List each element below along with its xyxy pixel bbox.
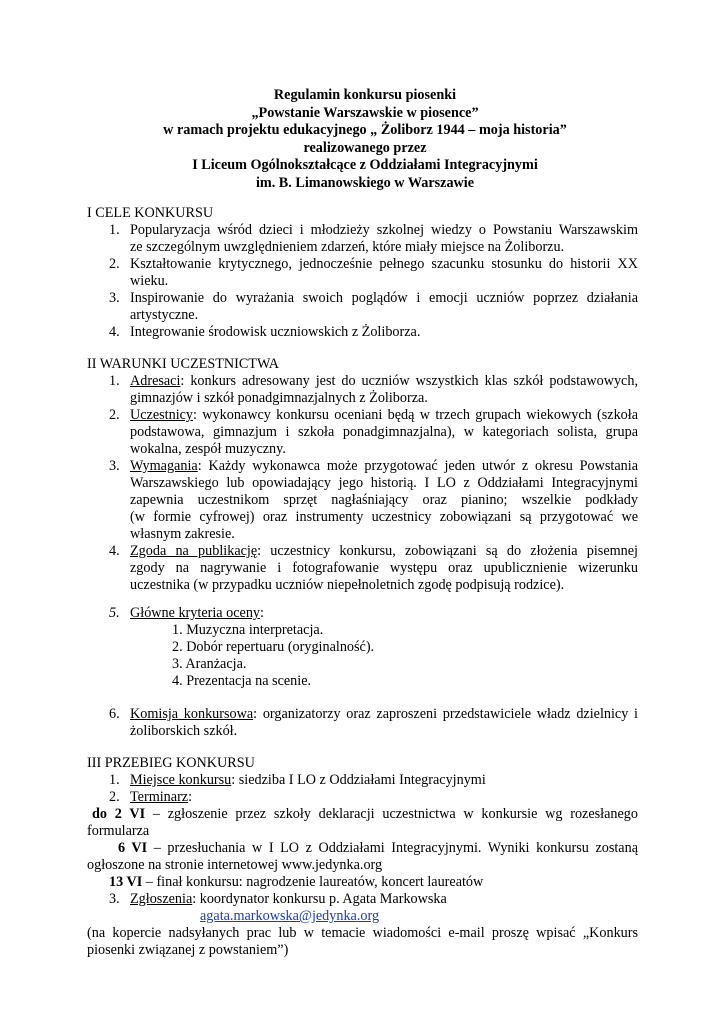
header-line-4: realizowanego przez — [303, 139, 427, 156]
s2-item-3-number: 3. — [109, 458, 120, 474]
s1-item-1-line-1: Popularyzacja wśród dzieci i młodzieży szkolnej wiedzy o Powstaniu Warszawskim — [130, 222, 638, 238]
s2-item-1-number: 1. — [109, 373, 120, 389]
s2-item-5-line-1: Główne kryteria oceny: — [130, 605, 264, 621]
s3-item-1-line-1: Miejsce konkursu: siedziba I LO z Oddziałami Integracyjnymi — [130, 772, 486, 788]
s1-item-4-number: 4. — [109, 324, 120, 340]
s1-item-4-line-1: Integrowanie środowisk uczniowskich z Żoliborza. — [130, 324, 421, 340]
s2-item-6-number: 6. — [109, 706, 120, 722]
s2-item-6-line-2: żoliborskich szkół. — [130, 723, 238, 739]
s3-item-1-number: 1. — [109, 772, 120, 788]
s1-item-2-number: 2. — [109, 256, 120, 272]
schedule-date-2: 6 VI — [118, 840, 148, 856]
s2-item-3-line-3: zapewnia uczestnikom sprzęt nagłaśniający oraz pianino; wszelkie podkłady — [130, 492, 638, 508]
schedule-entry-2-line-1: 6 VI – przesłuchania w I LO z Oddziałami Integracyjnymi. Wyniki konkursu zostaną — [118, 840, 638, 856]
header-line-6: im. B. Limanowskiego w Warszawie — [255, 174, 475, 191]
section-2-heading: II WARUNKI UCZESTNICTWA — [87, 356, 280, 372]
s1-item-2-line-2: wieku. — [130, 273, 169, 289]
s2-item-6-line-1: Komisja konkursowa: organizatorzy oraz zaproszeni przedstawiciele władz dzielnicy i — [130, 706, 638, 722]
s2-item-2-line-1: Uczestnicy: wykonawcy konkursu oceniani będą w trzech grupach wiekowych (szkoła — [130, 407, 638, 423]
schedule-entry-1-line-1: do 2 VI – zgłoszenie przez szkoły deklaracji uczestnictwa w konkursie wg rozesłanego — [92, 806, 638, 822]
s1-item-1-line-2: ze szczególnym uwzględnieniem zdarzeń, które miały miejsce na Żoliborzu. — [130, 239, 565, 255]
header-line-1: Regulamin konkursu piosenki — [273, 87, 457, 103]
s2-item-2-number: 2. — [109, 407, 120, 423]
header-line-5: I Liceum Ogólnokształcące z Oddziałami Integracyjnymi — [192, 157, 538, 174]
s3-item-2-number: 2. — [109, 789, 120, 805]
s2-item-5-number: 5. — [109, 605, 120, 621]
s2-item-3-label: Wymagania — [130, 458, 198, 474]
s2-item-4-line-1: Zgoda na publikację: uczestnicy konkursu, zobowiązani są do złożenia pisemnej — [130, 543, 638, 559]
criteria-item-3: 3. Aranżacja. — [172, 656, 247, 672]
s2-item-1-line-2: gimnazjów i szkół ponadgimnazjalnych z Żoliborza. — [130, 390, 428, 406]
s2-item-4-line-2: zgody na nagrywanie i fotografowanie występu oraz upublicznienie wizerunku — [130, 560, 638, 576]
schedule-date-3: 13 VI — [109, 874, 143, 890]
schedule-entry-3-line-1: 13 VI – finał konkursu: nagrodzenie laureatów, koncert laureatów — [109, 874, 484, 890]
s2-item-1-label: Adresaci — [130, 373, 181, 389]
s2-item-2-line-2: podstawowa, gimnazjum i szkoła ponadgimnazjalna), w kategoriach solista, grupa — [130, 424, 638, 440]
schedule-entry-1-line-2: formularza — [87, 823, 150, 839]
s2-item-3-line-2: Warszawskiego lub opowiadający jego historią. I LO z Oddziałami Integracyjnymi — [130, 475, 638, 491]
header-line-2: „Powstanie Warszawskie w piosence” — [251, 104, 479, 121]
s1-item-1-number: 1. — [109, 222, 120, 238]
section-1-heading: I CELE KONKURSU — [87, 205, 214, 221]
document-header — [80, 87, 650, 193]
s2-item-4-label: Zgoda na publikację — [130, 543, 258, 559]
schedule-date-1: do 2 VI — [92, 806, 146, 822]
note-line-1: (na kopercie nadsyłanych prac lub w temacie wiadomości e-mail proszę wpisać „Konkurs — [87, 925, 638, 941]
s2-item-3-line-1: Wymagania: Każdy wykonawca może przygotować jeden utwór z okresu Powstania — [130, 458, 638, 474]
s2-item-4-line-3: uczestnika (w przypadku uczniów niepełnoletnich zgodę podpisują rodzice). — [130, 577, 565, 593]
s3-item-3-number: 3. — [109, 891, 120, 907]
s1-item-3-number: 3. — [109, 290, 120, 306]
s2-item-5-label: Główne kryteria oceny — [130, 605, 261, 621]
s3-item-3-label: Zgłoszenia — [130, 891, 193, 907]
coordinator-email-link[interactable]: agata.markowska@jedynka.org — [200, 908, 380, 924]
s2-item-2-label: Uczestnicy — [130, 407, 194, 423]
s2-item-1-line-1: Adresaci: konkurs adresowany jest do uczniów wszystkich klas szkół podstawowych, — [130, 373, 638, 389]
s2-item-4-number: 4. — [109, 543, 120, 559]
s2-item-6-label: Komisja konkursowa — [130, 706, 254, 722]
s3-item-3-line-1: Zgłoszenia: koordynator konkursu p. Agata Markowska — [130, 891, 447, 907]
s3-item-2-line-1: Terminarz: — [130, 789, 193, 805]
criteria-item-1: 1. Muzyczna interpretacja. — [172, 622, 324, 638]
s2-item-3-line-5: własnym zakresie. — [130, 526, 235, 542]
criteria-item-2: 2. Dobór repertuaru (oryginalność). — [172, 639, 375, 655]
s3-item-2-label: Terminarz — [130, 789, 189, 805]
s1-item-3-line-1: Inspirowanie do wyrażania swoich poglądów i emocji uczniów poprzez działania — [130, 290, 638, 306]
header-line-3: w ramach projektu edukacyjnego „ Żoliborz 1944 – moja historia” — [163, 122, 567, 139]
s2-item-2-line-3: wokalna, zespół muzyczny. — [130, 441, 286, 457]
section-3-heading: III PRZEBIEG KONKURSU — [87, 755, 255, 771]
s1-item-3-line-2: artystyczne. — [130, 307, 199, 323]
schedule-entry-2-line-2: ogłoszone na stronie internetowej www.jedynka.org — [87, 857, 383, 873]
note-line-2: piosenki związanej z powstaniem”) — [87, 942, 289, 958]
s1-item-2-line-1: Kształtowanie krytycznego, jednocześnie pełnego szacunku stosunku do historii XX — [130, 256, 638, 272]
criteria-item-4: 4. Prezentacja na scenie. — [172, 673, 312, 689]
s2-item-3-line-4: (w formie cyfrowej) oraz instrumenty uczestnicy zobowiązani są przygotować we — [130, 509, 638, 525]
s3-item-1-label: Miejsce konkursu — [130, 772, 232, 788]
